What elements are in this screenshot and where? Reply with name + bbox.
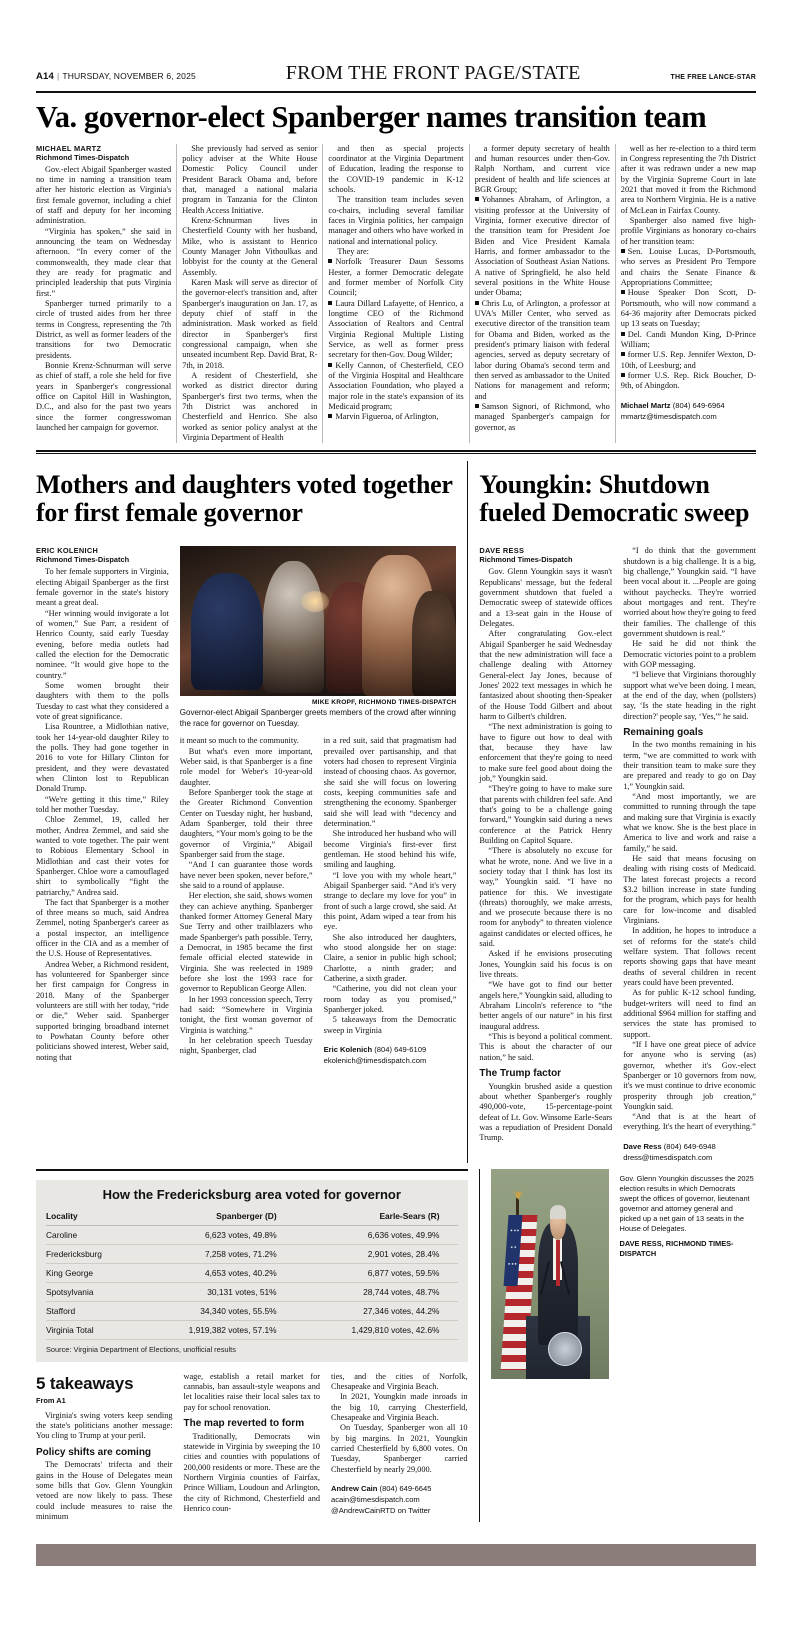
photo-caption: Governor-elect Abigail Spanberger greets members of the crowd after winning the race for governor on Tuesday. bbox=[179, 708, 456, 728]
table-row bbox=[46, 1282, 458, 1301]
list-item-text: Laura Dillard Lafayette, of Henrico, a longtime CEO of the Richmond Association of Realtors and Central Virginia Regional Multiple Listing Service, as well as former press secretary for then-Gov. Doug Wilder; bbox=[328, 298, 464, 360]
takeaways-col1-body bbox=[36, 1411, 173, 1522]
takeaways-col3-body bbox=[331, 1372, 468, 1475]
article2-col2-body bbox=[180, 736, 313, 1066]
paragraph: Bonnie Krenz-Schnurman will serve as chief of staff, a role she held for five years in Spanberger's congressional office on Capitol Hill in Washington, D.C., and also for the past two years since the former congresswoman launched her campaign for governor. bbox=[36, 360, 172, 432]
paragraph: In the two months remaining in his term, “we are committed to work with their transition team to make sure they are prepared and ready to go on Day 1,” Youngkin said. bbox=[623, 740, 756, 791]
article1-byline: MICHAEL MARTZ bbox=[36, 143, 102, 153]
contact-phone: (804) 649-6109 bbox=[374, 1044, 427, 1054]
folio: A14 | THURSDAY, NOVEMBER 6, 2025 bbox=[36, 71, 196, 82]
paragraph: Krenz-Schnurman lives in Chesterfield County with her husband, Mike, who is assistant to Henrico County Manager John Vithoulkas and lobbyist for the county at the General Assembly. bbox=[182, 216, 318, 277]
contact-name: Dave Ress bbox=[623, 1141, 662, 1151]
table-row bbox=[46, 1244, 458, 1263]
table-row bbox=[46, 1225, 458, 1244]
article2-contact bbox=[324, 1044, 457, 1066]
article3-byline-org: Richmond Times-Dispatch bbox=[479, 555, 573, 565]
paragraph: But what's even more important, Weber said, is that Spanberger is a fine role model for Weber's 10-year-old daughter. bbox=[179, 746, 313, 787]
middle-band bbox=[36, 461, 756, 1163]
paragraph: She also introduced her daughters, who stood alongside her on stage: Claire, a senior in public high school; Charlotte, a ninth grader; and Catherine, a sixth grader. bbox=[323, 932, 457, 983]
vote-table-source: Source: Virginia Department of Elections, unofficial results bbox=[46, 1344, 236, 1354]
paragraph: “If I have one great piece of advice for anyone who is serving (as) governor, whether it's Gov.-elect Spanberger or 10 governors from now, it's we must continue to drive economic prosperity through job creation,” Youngkin said. bbox=[623, 1039, 756, 1111]
paragraph: Spanberger turned primarily to a circle of trusted aides from her three terms in Congress, representing the 7th District, as well as former leaders of the transitions for two Democratic presidents. bbox=[36, 298, 172, 360]
bullet-square-icon bbox=[621, 249, 625, 253]
column-header-spanberger: Spanberger (D) bbox=[132, 1208, 295, 1226]
bullet-square-icon bbox=[475, 404, 479, 408]
list-item-text: Del. Candi Mundon King, D-Prince William; bbox=[620, 329, 756, 349]
footer-bar bbox=[36, 1544, 756, 1566]
article3-col-1 bbox=[479, 546, 612, 1162]
paragraph: In her celebration speech Tuesday night, Spanberger, clad bbox=[179, 1035, 313, 1056]
paragraph: “There is absolutely no excuse for what he wrote, none. And we live in a society today that I think has lost its way,” Youngkin said. “I have no patience for this. We investigate (threats) thoroughly, we make arrests, and we prosecute because there is no room for anybody” to threaten violence against candidates or elected offices, he said. bbox=[479, 846, 613, 949]
paragraph: “I do think that the government shutdown is a big challenge. It is a big, big challenge,” Youngkin said. “I have been vocal about it. ...People are going without paychecks. They're worried about mortgages and rent. They're worried about how they're going to feed their families. The challenge of this government shutdown is real.” bbox=[623, 546, 757, 638]
paragraph: it meant so much to the community. bbox=[179, 736, 299, 746]
takeaways-subhead-map-reverted: The map reverted to form bbox=[183, 1418, 305, 1430]
paragraph: As for public K-12 school funding, budget-writers will need to find an additional $964 million for staffing and services the state has promised to support. bbox=[623, 988, 756, 1039]
article1-col3-body bbox=[328, 144, 463, 423]
article1-contact bbox=[621, 400, 756, 422]
article1-col-5 bbox=[621, 144, 756, 444]
bullet-square-icon bbox=[475, 197, 479, 201]
cell-spanberger: 30,131 votes, 51% bbox=[132, 1282, 295, 1301]
paragraph: A resident of Chesterfield, she worked as district director during Spanberger's first two terms, when the 7th District was anchored in Chesterfield and Henrico. She also worked as senior policy analyst at the Virginia Department of Health bbox=[182, 370, 318, 442]
paragraph: After congratulating Gov.-elect Abigail Spanberger he said Wednesday that the new administration will face a challenge dealing with Attorney General-elect Jay Jones, because of Jones' 2022 text messages in which he fantasized about shooting then-Speaker of the House Todd Gilbert and about harm to Gilbert's children. bbox=[479, 629, 613, 721]
vote-table-region bbox=[36, 1169, 468, 1522]
paragraph: On Tuesday, Spanberger won all 10 by big margins. In 2021, Youngkin carried Chesterfield by 6,800 votes. On Tuesday, Spanberger carried Chesterfield by nearly 29,000. bbox=[331, 1423, 468, 1474]
article3-col2-body bbox=[623, 546, 756, 1132]
article1-col-1 bbox=[36, 144, 171, 444]
paragraph: a former deputy secretary of health and human resources under then-Gov. Ralph Northam, and current vice president of health and life sciences at BGR Group; bbox=[474, 143, 610, 195]
sidebar-caption bbox=[620, 1174, 757, 1259]
article3-col-2 bbox=[623, 546, 756, 1162]
article3-subhead-trump-factor: The Trump factor bbox=[479, 1068, 562, 1080]
cell-spanberger: 6,623 votes, 49.8% bbox=[132, 1225, 295, 1244]
list-item-text: Chris Lu, of Arlington, a professor at UVA's Miller Center, who served as executive director of the transition team for Obama and Biden, worked as the president's primary liaison with federal agencies, served as deputy secretary of labor during Obama's second term and then served as ambassador to the United Nations for management and reform; and bbox=[474, 298, 610, 401]
contact-email[interactable]: ekolenich@timesdispatch.com bbox=[323, 1055, 427, 1065]
takeaways-region bbox=[36, 1372, 468, 1522]
list-item-text: Kelly Cannon, of Chesterfield, CEO of the Virginia Hospital and Healthcare Association Foundation, who played a major role in the state's expansion of its Medicaid program; bbox=[328, 360, 464, 411]
paragraph: “The next administration is going to have to figure out how to deal with that, because they have law enforcement that they're going to need to make sure feel good about doing the job,” Youngkin said. bbox=[479, 722, 613, 783]
cell-earle-sears: 2,901 votes, 28.4% bbox=[295, 1244, 458, 1263]
youngkin-press-conference-photo bbox=[491, 1169, 609, 1379]
section-title: FROM THE FRONT PAGE/STATE bbox=[285, 62, 581, 84]
cell-spanberger: 34,340 votes, 55.5% bbox=[132, 1301, 295, 1320]
article3-headline: Youngkin: Shutdown fueled Democratic sweep bbox=[479, 470, 750, 527]
list-item bbox=[328, 299, 463, 361]
cell-earle-sears: 1,429,810 votes, 42.6% bbox=[295, 1320, 458, 1339]
paragraph: Gov.-elect Abigail Spanberger wasted no time in naming a transition team after her historic election as Virginia's first female governor, including a chief of staff and deputy for her incoming administration. bbox=[36, 164, 172, 226]
article3-col1-body bbox=[479, 567, 612, 1143]
cell-earle-sears: 28,744 votes, 48.7% bbox=[295, 1282, 458, 1301]
paragraph: “I believe that Virginians thoroughly support what we've been doing. I mean, at the end of the day, when (pollsters) say, ‘Is the state heading in the right direction?' people say, ‘Yes,'” he said. bbox=[623, 670, 756, 721]
paragraph: In addition, he hopes to introduce a set of reforms for the state's child welfare system. That follows recent reports showing gaps that have meant deaths of several children in recent years could have been prevented. bbox=[623, 926, 756, 987]
article3-subhead-remaining-goals: Remaining goals bbox=[623, 726, 704, 738]
article1-col4-body bbox=[475, 144, 610, 433]
takeaways-fromline: From A1 bbox=[36, 1395, 66, 1405]
article2-col3-body bbox=[324, 736, 457, 1066]
list-item bbox=[328, 412, 463, 422]
cell-locality: Stafford bbox=[46, 1301, 132, 1320]
paragraph: in a red suit, said that pragmatism had prevailed over partisanship, and that voters had chosen to represent Virginia instead of choosing chaos. As governor, she said she will focus on lowering costs, keeping communities safe and strengthening the economy. Spanberger said she will lead with “decency and determination.” bbox=[323, 736, 457, 829]
paragraph: “Virginia has spoken,” she said in announcing the team on Wednesday afternoon. “In every corner of the commonwealth, they made clear that they are ready for pragmatic and principled leadership that puts Virginia first.” bbox=[36, 226, 172, 298]
list-item bbox=[621, 330, 756, 351]
table-row bbox=[46, 1301, 458, 1320]
table-row bbox=[46, 1263, 458, 1282]
paragraph: To her female supporters in Virginia, electing Abigail Spanberger as the first female governor in the state's history meant a great deal. bbox=[36, 567, 169, 608]
cell-locality: King George bbox=[46, 1263, 132, 1282]
contact-phone: (804) 649-6964 bbox=[672, 400, 725, 410]
youngkin-photo-region bbox=[491, 1169, 609, 1522]
article1-col-3 bbox=[328, 144, 463, 444]
paragraph: “And I can guarantee those words have never been spoken, never before,” she said to a round of applause. bbox=[179, 860, 313, 891]
cell-locality: Spotsylvania bbox=[46, 1282, 132, 1301]
paragraph: She introduced her husband who will become Virginia's first-ever first gentleman. He stood behind his wife, smiling and laughing. bbox=[323, 829, 457, 870]
takeaways-col-3 bbox=[331, 1372, 468, 1522]
article3-contact bbox=[623, 1141, 756, 1163]
masthead-rule bbox=[36, 91, 756, 93]
list-item-text: Sen. Louise Lucas, D-Portsmouth, who serves as President Pro Tempore and chairs the Senate Finance & Appropriations Committee; bbox=[620, 247, 756, 287]
list-item bbox=[328, 361, 463, 413]
paragraph: wage, establish a retail market for cannabis, ban assault-style weapons and let localities raise their local sales tax to pay for school renovation. bbox=[183, 1371, 320, 1412]
article1-byline-org: Richmond Times-Dispatch bbox=[36, 152, 130, 162]
column-header-locality: Locality bbox=[46, 1208, 132, 1226]
list-item bbox=[621, 247, 756, 288]
sidebar-caption-text: Gov. Glenn Youngkin discusses the 2025 election results in which Democrats swept the offices of governor, lieutenant governor and attorney general and picked up a net gain of 13 seats in the House of Delegates. bbox=[619, 1173, 754, 1233]
list-item-text: Marvin Figueroa, of Arlington, bbox=[335, 412, 439, 422]
cell-spanberger: 7,258 votes, 71.2% bbox=[132, 1244, 295, 1263]
takeaways-kicker: 5 takeaways bbox=[36, 1373, 134, 1393]
table-top-rule bbox=[36, 1169, 468, 1171]
contact-email[interactable]: mmartz@timesdispatch.com bbox=[620, 411, 717, 421]
paragraph: Before Spanberger took the stage at the Greater Richmond Convention Center on Tuesday night, her husband, Adam Spanberger, told their three daughters, “Your mom's going to be the governor of Virginia,” Abigail Spanberger said from the stage. bbox=[179, 788, 313, 860]
list-item-text: Norfolk Treasurer Daun Sessoms Hester, a former Democratic delegate and former member of Norfolk City Council; bbox=[328, 257, 464, 298]
list-item bbox=[328, 257, 463, 298]
column-header-earle-sears: Earle-Sears (R) bbox=[295, 1208, 458, 1226]
article1-col2-body bbox=[182, 144, 317, 444]
paragraph: “We have got to find our better angels here,” Youngkin said, alluding to Abraham Lincoln's reference to “the better angels of our nature” in his first inaugural address. bbox=[479, 980, 613, 1031]
contact-phone: (804) 649-6948 bbox=[663, 1141, 716, 1151]
paragraph: well as her re-election to a third term in Congress representing the 7th District after it was redrawn under a new map by the Virginia Supreme Court in late 2021 that moved it from the Richmond area to Northern Virginia. He is a native of McLean in Fairfax County. bbox=[620, 143, 756, 215]
paragraph: The transition team includes seven co-chairs, including several familiar faces in Virginia politics, her campaign manager and others who have worked in national and international policy. bbox=[328, 195, 464, 246]
cell-earle-sears: 6,877 votes, 59.5% bbox=[295, 1263, 458, 1282]
list-item-text: Samson Signori, of Richmond, who managed Spanberger's campaign for governor, as bbox=[474, 401, 610, 432]
paragraph: ties, and the cities of Norfolk, Chesapeake and Virginia Beach. bbox=[331, 1371, 468, 1392]
bullet-square-icon bbox=[328, 363, 332, 367]
bullet-square-icon bbox=[621, 332, 625, 336]
paragraph: Traditionally, Democrats win statewide in Virginia by sweeping the 10 cities and counties with populations of 200,000 residents or more. These are the Northern Virginia counties of Fairfax, Prince William, Loudoun and Arlington, the city of Richmond, Chesterfield and Henrico coun- bbox=[183, 1431, 320, 1513]
band-vertical-divider bbox=[467, 461, 468, 1163]
paragraph: Chloe Zemmel, 19, called her mother, Andrea Zemmel, and said she wanted to vote together. The pair went to Robious Elementary School in Midlothian and cast their votes for Spanberger. Chloe wore a camouflaged shirt to symbolically “fight the patriarchy,” Andrea said. bbox=[36, 815, 169, 897]
contact-name: Michael Martz bbox=[620, 400, 671, 410]
paragraph: “They're going to have to make sure that parents with children feel safe. And that's going to be a challenge going forward,” Youngkin said during a news conference at the Patrick Henry Building on Capitol Square. bbox=[479, 784, 613, 845]
paragraph: Spanberger also named five high-profile Virginians as honorary co-chairs of her transition team: bbox=[620, 216, 756, 246]
takeaways-subhead-policy-shifts: Policy shifts are coming bbox=[36, 1446, 152, 1458]
list-item bbox=[621, 350, 756, 371]
contact-email[interactable]: acain@timesdispatch.com bbox=[331, 1495, 420, 1505]
list-item-text: Yohannes Abraham, of Arlington, a visiting professor at the University of Virginia, former executive director of the transition team for President Joe Biden and Vice President Kamala Harris, and former ambassador to the Association of Southeast Asian Nations. A native of Springfield, he also held several positions in the White House under Obama; bbox=[474, 195, 610, 298]
paragraph: and then as special projects coordinator at the Virginia Department of Education, leading the response to the COVID-19 pandemic in K-12 schools. bbox=[328, 143, 464, 195]
paragraph: Lisa Rountree, a Midlothian native, took her 14-year-old daughter Riley to the polls. They had gone together in 2016 to vote for Hillary Clinton for president, and they were devastated when Clinton lost to Republican Donald Trump. bbox=[36, 722, 169, 794]
paper-name: THE FREE LANCE-STAR bbox=[670, 74, 756, 81]
vote-table bbox=[46, 1208, 458, 1340]
contact-name: Eric Kolenich bbox=[323, 1044, 373, 1054]
table-row bbox=[46, 1320, 458, 1339]
paragraph: “We're getting it this time,” Riley told her mother Tuesday. bbox=[36, 794, 169, 814]
contact-phone: (804) 649-6645 bbox=[379, 1484, 432, 1494]
contact-email[interactable]: dress@timesdispatch.com bbox=[623, 1152, 713, 1162]
paragraph: Her election, she said, shows women they can achieve anything. Spanberger thanked former Attorney General Mary Sue Terry and other trailblazers who made Spanberger's path possible. Terry, a Democrat, in 1985 became the first female official elected statewide in Virginia. She was reelected in 1989 before she lost the 1993 race for governor to Republican George Allen. bbox=[179, 891, 313, 994]
contact-name: Andrew Cain bbox=[331, 1484, 378, 1494]
article1-headline: Va. governor-elect Spanberger names transition team bbox=[36, 100, 707, 134]
paragraph: In 2021, Youngkin made inroads in the big 10, carrying Chesterfield, Chesapeake and Virginia Beach. bbox=[331, 1392, 468, 1423]
bullet-square-icon bbox=[621, 373, 625, 377]
article2-byline: ERIC KOLENICH bbox=[36, 546, 99, 556]
article3-header bbox=[479, 461, 756, 535]
article3-byline: DAVE RESS bbox=[479, 546, 525, 556]
list-item bbox=[475, 299, 610, 402]
paragraph: Youngkin brushed aside a question about whether Spanberger's roughly 490,000-vote, 15-percentage-point defeat of Lt. Gov. Winsome Earle-Sears was a repudiation of President Donald Trump. bbox=[479, 1081, 613, 1143]
sidebar-caption-source: DAVE RESS, RICHMOND TIMES-DISPATCH bbox=[619, 1238, 734, 1258]
article1-col1-body bbox=[36, 165, 171, 434]
list-item-text: House Speaker Don Scott, D-Portsmouth, who will now command a 64-36 majority after Democrats picked up 13 seats on Tuesday; bbox=[620, 288, 756, 329]
paragraph: “And most importantly, we are committed to running through the tape and making sure that Virginia is exactly what we know. She is the best place in America to live and work and raise a family,” he said. bbox=[623, 791, 756, 853]
contact-social[interactable]: @AndrewCainRTD on Twitter bbox=[331, 1506, 431, 1516]
vote-table-title: How the Fredericksburg area voted for governor bbox=[102, 1186, 401, 1202]
paragraph: He said he did not think the Democratic victories point to a problem with GOP messaging. bbox=[623, 639, 756, 669]
bullet-square-icon bbox=[621, 352, 625, 356]
paragraph: 5 takeaways from the Democratic sweep in Virginia bbox=[323, 1015, 457, 1035]
list-item bbox=[475, 402, 610, 433]
article2-lower-columns bbox=[180, 736, 457, 1066]
cell-earle-sears: 27,346 votes, 44.2% bbox=[295, 1301, 458, 1320]
photo-credit: MIKE KROPF, RICHMOND TIMES-DISPATCH bbox=[311, 699, 457, 707]
paragraph: They are: bbox=[337, 247, 369, 256]
cell-earle-sears: 6,636 votes, 49.9% bbox=[295, 1225, 458, 1244]
paragraph: Karen Mask will serve as director of the governor-elect's transition and, after Spanberger's inauguration on Jan. 17, as deputy chief of staff in the administration. Mask worked as field director in Spanberger's first congressional campaign, when she unseated incumbent Rep. David Brat, R-7th, in 2018. bbox=[182, 277, 318, 370]
folio-date: THURSDAY, NOVEMBER 6, 2025 bbox=[62, 71, 196, 81]
paragraph: “This is beyond a political comment. This is about the character of our nation,” he said. bbox=[479, 1032, 613, 1062]
paragraph: “Her winning would invigorate a lot of women,” Sue Parr, a resident of Henrico County, said early Tuesday evening, before media outlets had called the election for the Democratic nominee. “It would give hope to the country.” bbox=[36, 608, 169, 680]
bullet-square-icon bbox=[621, 290, 625, 294]
article2-headline: Mothers and daughters voted together for first female governor bbox=[36, 470, 453, 527]
article1-bottom-rule bbox=[36, 450, 756, 454]
page-masthead bbox=[36, 0, 756, 85]
cell-spanberger: 4,653 votes, 40.2% bbox=[132, 1263, 295, 1282]
paragraph: “And that is at the heart of everything. It's the heart of everything.” bbox=[623, 1112, 756, 1132]
bullet-square-icon bbox=[328, 259, 332, 263]
takeaways-col2-body bbox=[184, 1372, 321, 1514]
paragraph: Gov. Glenn Youngkin says it wasn't Republicans' message, but the federal government shutdown that fueled a Democratic sweep of statewide offices and a 13-seat gain in the House of Delegates. bbox=[479, 567, 613, 628]
takeaways-contact bbox=[331, 1483, 468, 1516]
article2-byline-org: Richmond Times-Dispatch bbox=[36, 555, 130, 565]
list-item bbox=[475, 195, 610, 298]
paragraph: Some women brought their daughters with them to the polls Tuesday to cast what they considered a vote of great significance. bbox=[36, 680, 169, 721]
list-item bbox=[621, 371, 756, 392]
paragraph: “Catherine, you did not clean your room today as you promised,” Spanberger joked. bbox=[323, 984, 457, 1014]
article1-col5-body bbox=[621, 144, 756, 392]
vote-table-card bbox=[36, 1180, 468, 1362]
cell-locality: Caroline bbox=[46, 1225, 132, 1244]
takeaways-col-2 bbox=[184, 1372, 321, 1522]
youngkin-photo-caption-region bbox=[620, 1169, 757, 1522]
spanberger-crowd-photo bbox=[180, 546, 457, 696]
folio-page-number: A14 bbox=[36, 71, 54, 82]
bottom-region bbox=[36, 1169, 756, 1522]
bullet-square-icon bbox=[475, 301, 479, 305]
paragraph: Virginia's swing voters keep sending the state's politicians another message: You cling to Trump at your peril. bbox=[36, 1410, 173, 1441]
article1-columns bbox=[36, 144, 756, 444]
paragraph: Andrea Weber, a Richmond resident, has volunteered for Spanberger since her first campaign for Congress in 2018. Many of the Spanberger volunteers are still with her today, “ride or die,” Weber said. Spanberger supported bringing broadband internet to Powhatan County before other politicians showed interest, Weber said, noting that bbox=[36, 959, 169, 1062]
cell-locality: Fredericksburg bbox=[46, 1244, 132, 1263]
paragraph: “I love you with my whole heart,” Abigail Spanberger said. “And it's very strange to declare my love for you” in front of such a large crowd, she said. At this point, Adam wiped a tear from his eye. bbox=[323, 870, 457, 932]
bullet-square-icon bbox=[328, 414, 332, 418]
paragraph: The fact that Spanberger is a mother of three means so much, said Andrea Zemmel, noting Spanberger's career as a postal inspector, an intelligence officer in the CIA and as a member of the U.S. House of Representatives. bbox=[36, 897, 169, 959]
article2-col-1 bbox=[36, 546, 169, 1162]
list-item bbox=[621, 288, 756, 329]
paragraph: Asked if he envisions prosecuting Jones, Youngkin said his focus is on live threats. bbox=[479, 949, 613, 980]
article2-header bbox=[36, 461, 456, 535]
article1-col-4 bbox=[475, 144, 610, 444]
article2-col1-body bbox=[36, 567, 169, 1063]
table-header-row bbox=[46, 1208, 458, 1226]
list-item-text: former U.S. Rep. Rick Boucher, D-9th, of Abingdon. bbox=[620, 370, 756, 391]
cell-locality: Virginia Total bbox=[46, 1320, 132, 1339]
article1-col-2 bbox=[182, 144, 317, 444]
paragraph: In her 1993 concession speech, Terry had said: “Somewhere in Virginia tonight, the first woman governor of Virginia is watching.” bbox=[179, 994, 313, 1035]
bullet-square-icon bbox=[328, 301, 332, 305]
bottom-vertical-divider bbox=[479, 1169, 480, 1522]
paragraph: He said that means focusing on dealing with rising costs of Medicaid. The latest forecast projects a record $3.2 billion increase in state funding for the program, which pays for health care for low-income and disabled Virginians. bbox=[623, 853, 756, 925]
paragraph: The Democrats' trifecta and their gains in the House of Delegates mean some bills that Gov. Glenn Youngkin vetoed are now likely to pass. These could include measures to raise the minimum bbox=[36, 1460, 173, 1521]
article2-photo-and-cols bbox=[180, 546, 457, 1162]
takeaways-col-1 bbox=[36, 1372, 173, 1522]
cell-spanberger: 1,919,382 votes, 57.1% bbox=[132, 1320, 295, 1339]
paragraph: She previously had served as senior policy adviser at the White House Domestic Policy Council under President Barack Obama and, before that, managed a national malaria program in Tanzania for the Clinton Health Access Initiative. bbox=[182, 143, 318, 215]
list-item-text: former U.S. Rep. Jennifer Wexton, D-10th, of Leesburg; and bbox=[620, 350, 756, 370]
